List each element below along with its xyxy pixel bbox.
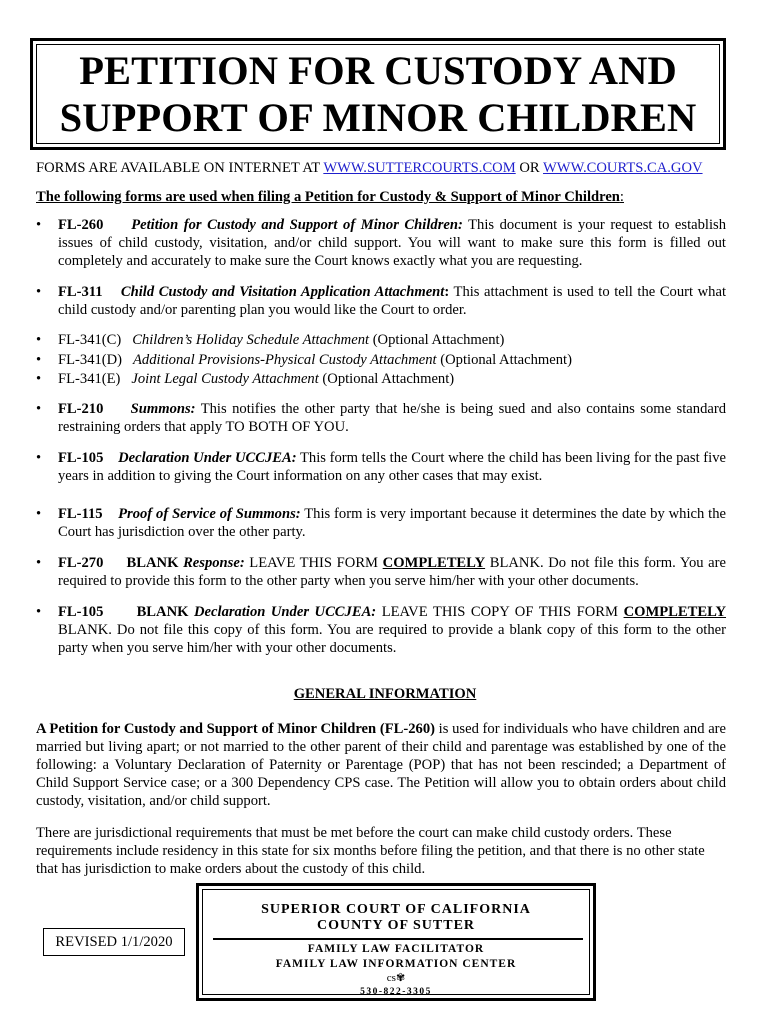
form-description-part-2: BLANK. Do not file this copy of this form. You are required to provide a blank copy of this form to the other party when you serve him/her with your other documents. — [58, 621, 726, 656]
facilitator-label: FAMILY LAW FACILITATOR — [307, 943, 485, 955]
form-description: This form is very important because it determines the date by which the Court has jurisdiction over the other party. — [58, 505, 727, 540]
form-description-part-1: LEAVE THIS FORM — [244, 554, 383, 571]
ornament-icon: cs✾ — [386, 972, 406, 984]
form-title: Additional Provisions-Physical Custody Attachment — [133, 351, 437, 368]
court-name: SUPERIOR COURT OF CALIFORNIA — [261, 902, 531, 917]
bullet-icon: • — [36, 371, 42, 387]
form-item-fl105 — [36, 449, 726, 485]
form-title-colon: : — [444, 284, 450, 300]
bullet-icon: • — [36, 332, 42, 348]
form-title: Joint Legal Custody Attachment — [131, 371, 319, 387]
revised-date-box: REVISED 1/1/2020 — [43, 928, 185, 956]
forms-list — [36, 216, 726, 657]
form-description-part-2: BLANK. Do not file this form. You are required to provide this form to the other party when you serve him/her with your other documents. — [58, 554, 726, 589]
form-title: Summons: — [130, 400, 196, 417]
general-information-heading: GENERAL INFORMATION — [293, 686, 477, 702]
form-description: (Optional Attachment) — [436, 351, 572, 368]
general-paragraph-1-body: is used for individuals who have children and are married but living apart; or not married to the other parent of their child and parentage was established by one of the following: a Voluntary Declaration of Paternity or Parentage (POP) that has not been rescinded; a Department of Child Support Service case; or a 300 Dependency CPS case. The Petition will allow you to obtain orders about child custody, visitation, and/or child support. — [36, 721, 727, 809]
form-code: FL-311 — [58, 284, 103, 300]
form-description: (Optional Attachment) — [369, 332, 505, 348]
info-center-label: FAMILY LAW INFORMATION CENTER — [275, 958, 517, 970]
phone-number: 530-822-3305 — [360, 987, 432, 997]
form-item-fl341e — [36, 370, 726, 390]
bullet-icon: • — [36, 217, 42, 233]
form-code: FL-115 — [58, 505, 103, 522]
bullet-icon: • — [36, 554, 42, 571]
bullet-icon: • — [36, 400, 42, 417]
blank-label: BLANK — [126, 554, 179, 571]
suttercourts-link[interactable]: WWW.SUTTERCOURTS.COM — [323, 160, 516, 176]
form-description-part-1: LEAVE THIS COPY OF THIS FORM — [376, 603, 624, 620]
form-code: FL-210 — [58, 400, 104, 417]
form-title: Proof of Service of Summons: — [118, 505, 301, 522]
page-title-line-1: PETITION FOR CUSTODY AND — [79, 48, 677, 93]
form-description: This attachment is used to tell the Court what child custody and/or parenting plan you would like the Court to order. — [58, 284, 727, 318]
form-code: FL-105 — [58, 603, 104, 620]
form-code: FL-341(C) — [58, 332, 122, 348]
form-description: (Optional Attachment) — [318, 371, 455, 387]
form-item-fl341d — [36, 351, 726, 371]
forms-availability-line — [36, 160, 746, 177]
form-item-fl270 — [36, 554, 726, 590]
form-description: This form tells the Court where the child has been living for the past five years in addition to giving the Court information on any other cases that may exist. — [58, 449, 727, 484]
bullet-icon: • — [36, 449, 42, 466]
form-description: This notifies the other party that he/she is being sued and also contains some standard restraining orders that apply TO BOTH OF YOU. — [58, 400, 726, 435]
availability-or: OR — [515, 160, 544, 176]
form-title: Child Custody and Visitation Application Attachment — [120, 284, 445, 300]
form-code: FL-260 — [58, 217, 104, 233]
page-title-line-2: SUPPORT OF MINOR CHILDREN — [59, 95, 697, 140]
general-paragraph-2: There are jurisdictional requirements that must be met before the court can make child custody orders. These requirements include residency in this state for six months before filing the petition, and that there is no other state that has jurisdiction to make orders about the custody of this child. — [36, 825, 705, 877]
form-description: This document is your request to establish issues of child custody, visitation, and/or child support. You will want to make sure this form is filled out completely and accurately to make sure the Court knows exactly what you are requesting. — [58, 217, 726, 269]
intro-colon: : — [619, 189, 624, 205]
form-item-fl341c — [36, 331, 726, 351]
form-item-fl260 — [36, 216, 726, 270]
general-paragraph-1-lead: A Petition for Custody and Support of Minor Children (FL-260) — [36, 721, 435, 737]
blank-label: BLANK — [136, 603, 189, 620]
emphasis-completely: COMPLETELY — [382, 554, 486, 571]
form-code: FL-270 — [58, 554, 104, 571]
forms-intro-heading — [36, 189, 624, 206]
form-code: FL-341(E) — [58, 371, 121, 387]
bullet-icon: • — [36, 505, 42, 522]
general-paragraph-1 — [36, 720, 726, 810]
form-item-fl210 — [36, 400, 726, 436]
title-box — [30, 38, 726, 150]
form-title: Children’s Holiday Schedule Attachment — [132, 332, 370, 348]
bullet-icon: • — [36, 351, 42, 368]
form-item-fl105-blank — [36, 603, 726, 657]
form-title: Response: — [183, 554, 245, 571]
court-divider — [213, 938, 583, 940]
bullet-icon: • — [36, 284, 42, 300]
form-item-fl115 — [36, 505, 726, 541]
availability-prefix: FORMS ARE AVAILABLE ON INTERNET AT — [36, 160, 324, 176]
form-code: FL-105 — [58, 449, 104, 466]
form-title: Declaration Under UCCJEA: — [194, 603, 377, 620]
emphasis-completely: COMPLETELY — [623, 603, 727, 620]
form-title: Declaration Under UCCJEA: — [118, 449, 297, 466]
intro-text: The following forms are used when filing a Petition for Custody & Support of Minor Children — [36, 189, 620, 205]
court-info-inner — [202, 889, 590, 995]
county-name: COUNTY OF SUTTER — [316, 918, 476, 933]
form-title: Petition for Custody and Support of Minor Children: — [131, 217, 463, 233]
form-item-fl311 — [36, 283, 726, 319]
bullet-icon: • — [36, 603, 42, 620]
courts-ca-gov-link[interactable]: WWW.COURTS.CA.GOV — [543, 160, 703, 176]
court-info-box — [196, 883, 596, 1001]
title-inner-frame — [36, 44, 720, 144]
form-code: FL-341(D) — [58, 351, 123, 368]
